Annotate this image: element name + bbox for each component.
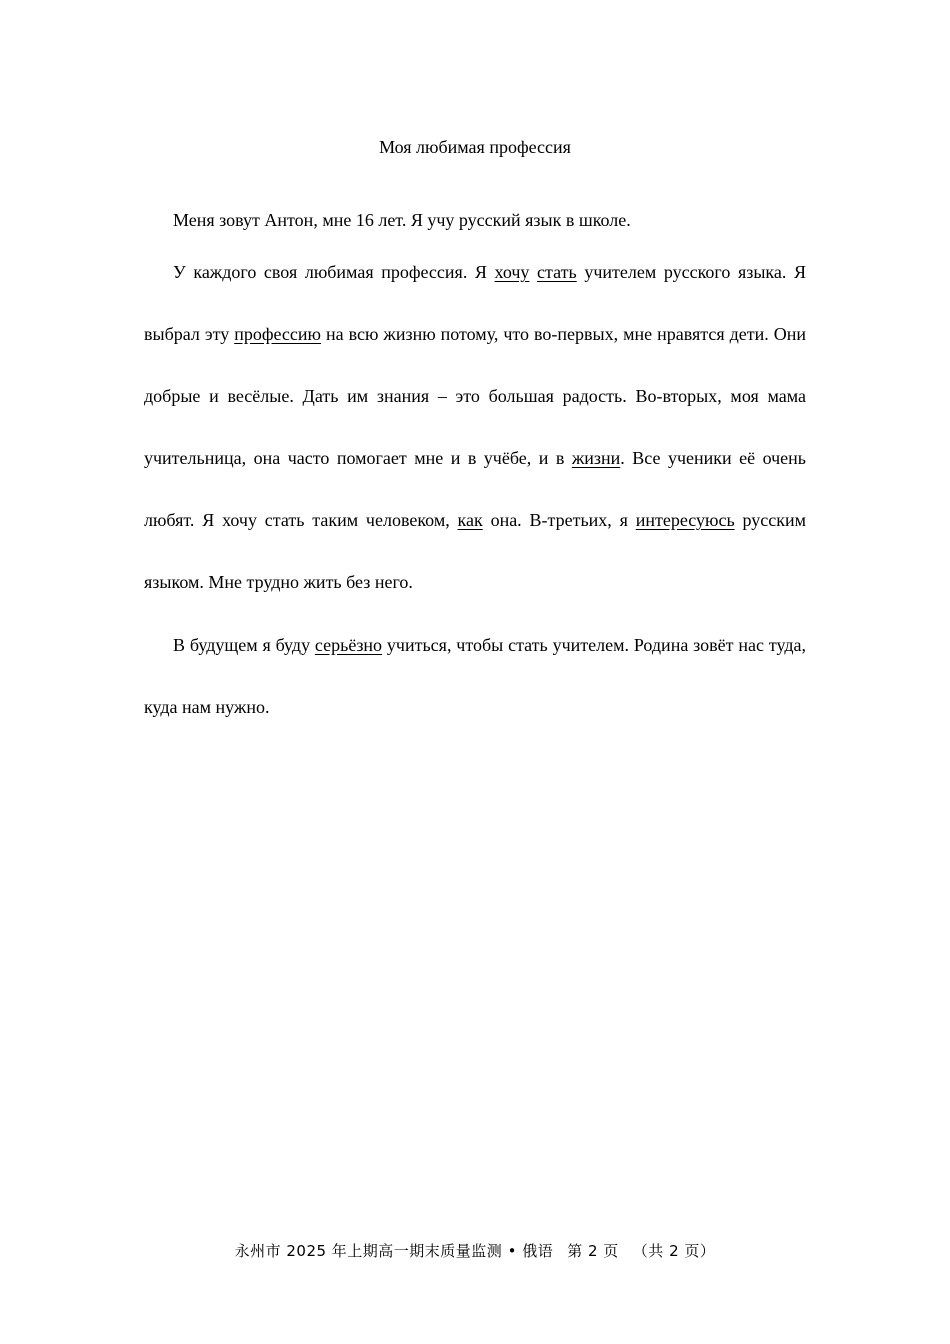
footer-page-number: 第 2 页 [567, 1242, 619, 1260]
paragraph-2-text: . Все ученики её очень любят. Я хочу стать таким человеком, [144, 448, 806, 530]
paragraph-2-text: У каждого своя любимая профессия. Я [173, 262, 495, 282]
footer-total-pages: （共 2 页） [632, 1242, 716, 1260]
paragraph-3-text: В будущем я буду [173, 635, 315, 655]
underlined-word-hochu: хочу [494, 262, 530, 282]
underlined-word-seryozno: серьёзно [314, 635, 383, 655]
paragraph-2-text [529, 262, 537, 282]
paragraph-2-text: она. В-третьих, я [482, 510, 636, 530]
paragraph-2-text: учителем русского языка. Я выбрал эту [144, 262, 806, 344]
paragraph-2 [144, 241, 806, 613]
page-footer [0, 1241, 950, 1261]
paragraph-2-text: на всю жизню потому, что во-первых, мне нравятся дети. Они добрые и весёлые. Дать им знания – это большая радость. Во-вторых, моя мама учительница, она часто помогает мне и в учёбе, и в [144, 324, 806, 468]
paragraph-3-text: учиться, чтобы стать учителем. Родина зовёт нас туда, куда нам нужно. [144, 635, 806, 717]
underlined-word-kak: как [457, 510, 483, 530]
underlined-word-interesuyus: интересуюсь [635, 510, 735, 530]
underlined-word-zhizni: жизни [571, 448, 621, 468]
document-title: Моя любимая профессия [379, 137, 571, 157]
underlined-word-professiyu: профессию [234, 324, 321, 344]
footer-exam-title: 永州市 2025 年上期高一期末质量监测 • 俄语 [234, 1242, 554, 1260]
paragraph-1: Меня зовут Антон, мне 16 лет. Я учу русский язык в школе. [173, 210, 631, 230]
underlined-word-stat: стать [537, 262, 577, 282]
paragraph-3 [144, 614, 806, 738]
paragraph-2-text: русским языком. Мне трудно жить без него. [144, 510, 806, 592]
